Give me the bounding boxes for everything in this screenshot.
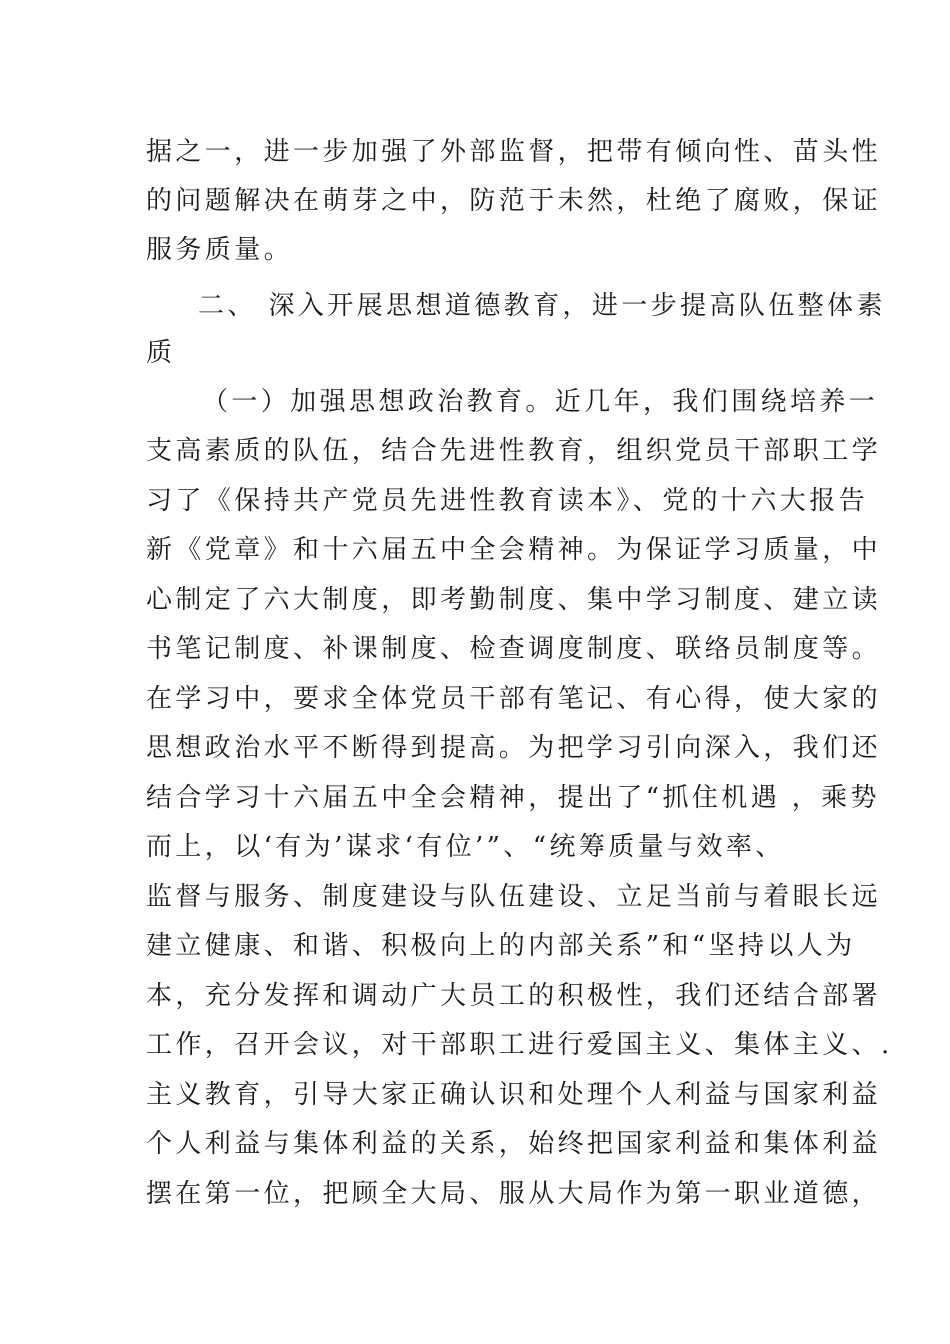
text-line-10: 心制定了六大制度，即考勤制度、集中学习制度、建立读	[146, 585, 882, 615]
text-line-11: 书笔记制度、补课制度、检查调度制度、联络员制度等。	[146, 634, 882, 664]
text-line-22: 摆在第一位，把顾全大局、服从大局作为第一职业道德，	[146, 1179, 882, 1209]
text-line-1: 据之一，进一步加强了外部监督，把带有倾向性、苗头性	[146, 137, 882, 167]
text-line-19: 工作，召开会议，对干部职工进行爱国主义、集体主义、.	[146, 1030, 893, 1060]
text-line-17: 建立健康、和谐、积极向上的内部关系”和“坚持以人为	[146, 931, 856, 961]
section-heading: 二、 深入开展思想道德教育，进一步提高队伍整体素	[198, 291, 886, 321]
text-line-20: 主义教育，引导大家正确认识和处理个人利益与国家利益	[146, 1080, 882, 1110]
text-line-14: 结合学习十六届五中全会精神，提出了“抓住机遇 ，乘势	[146, 783, 880, 813]
text-line-12: 在学习中，要求全体党员干部有笔记、有心得，使大家的	[146, 684, 882, 714]
text-line-13: 思想政治水平不断得到提高。为把学习引向深入，我们还	[146, 733, 882, 763]
text-line-7: 支高素质的队伍，结合先进性教育，组织党员干部职工学	[146, 436, 882, 466]
section-heading-continued: 质	[146, 338, 176, 368]
text-line-8: 习了《保持共产党员先进性教育读本》、党的十六大报告	[146, 486, 869, 516]
text-line-18: 本，充分发挥和调动广大员工的积极性，我们还结合部署	[146, 981, 882, 1011]
text-line-15: 而上，以‘有为’谋求‘有位’”、“统筹质量与效率、	[146, 832, 785, 862]
subsection-heading: （一）加强思想政治教育。近几年，我们围绕培养一	[202, 387, 879, 417]
text-line-3: 服务质量。	[146, 235, 294, 265]
text-line-2: 的问题解决在萌芽之中，防范于未然，杜绝了腐败，保证	[146, 186, 882, 216]
text-line-9: 新《党章》和十六届五中全会精神。为保证学习质量，中	[146, 535, 882, 565]
text-line-21: 个人利益与集体利益的关系，始终把国家利益和集体利益	[146, 1129, 882, 1159]
text-line-16: 监督与服务、制度建设与队伍建设、立足当前与着眼长远	[146, 882, 882, 912]
